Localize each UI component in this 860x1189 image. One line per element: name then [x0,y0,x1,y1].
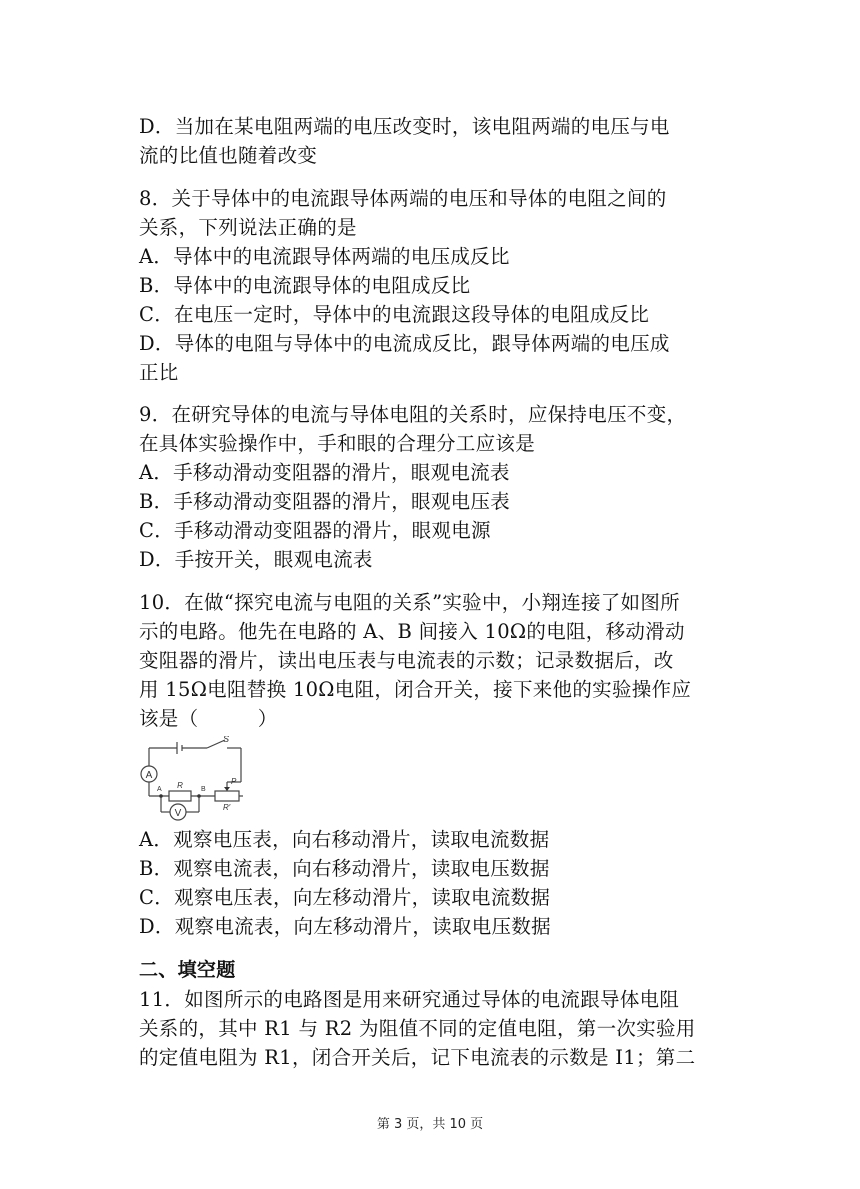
question-7-option-d [139,112,729,170]
option-d: D．观察电流表，向左移动滑片，读取电压数据 [139,915,551,938]
question-9 [139,400,729,574]
point-a-label: A [157,786,162,793]
question-stem: 9．在研究导体的电流与导体电阻的关系时，应保持电压不变， [139,403,687,426]
section-fill-in-blank [139,956,729,1072]
option-c: C．手移动滑动变阻器的滑片，眼观电源 [139,519,491,542]
option-a: A．观察电压表，向右移动滑片，读取电流数据 [139,828,550,851]
text-line: D．当加在某电阻两端的电压改变时，该电阻两端的电压与电 [139,115,670,138]
option-b: B．导体中的电流跟导体的电阻成反比 [139,274,471,297]
question-stem: 该是（ ） [139,707,278,730]
rheostat-label: R′ [223,803,231,812]
question-stem: 8．关于导体中的电流跟导体两端的电压和导体的电阻之间的 [139,187,667,210]
resistor-label: R [177,781,183,790]
question-stem: 用 15Ω电阻替换 10Ω电阻，闭合开关，接下来他的实验操作应 [139,678,692,701]
question-stem: 变阻器的滑片，读出电压表与电流表的示数；记录数据后，改 [139,649,674,672]
option-b: B．手移动滑动变阻器的滑片，眼观电压表 [139,490,511,513]
option-d: 正比 [139,361,179,384]
question-10-options [139,825,729,941]
question-8 [139,184,729,387]
switch-label: S [223,736,230,744]
text-line: 流的比值也随着改变 [139,144,318,167]
page-number: 第 3 页，共 10 页 [376,1117,484,1132]
option-c: C．在电压一定时，导体中的电流跟这段导体的电阻成反比 [139,303,650,326]
option-d: D．导体的电阻与导体中的电流成反比，跟导体两端的电压成 [139,332,670,355]
question-stem: 10．在做“探究电流与电阻的关系”实验中，小翔连接了如图所 [139,591,680,614]
option-b: B．观察电流表，向右移动滑片，读取电压数据 [139,857,550,880]
question-stem: 关系的，其中 R1 与 R2 为阻值不同的定值电阻，第一次实验用 [139,1017,696,1040]
question-stem: 在具体实验操作中，手和眼的合理分工应该是 [139,432,536,455]
option-d: D．手按开关，眼观电流表 [139,548,373,571]
question-stem: 的定值电阻为 R1，闭合开关后，记下电流表的示数是 I1；第二 [139,1046,696,1069]
question-stem: 关系，下列说法正确的是 [139,216,357,239]
circuit-diagram [137,736,253,828]
point-b-label: B [201,786,206,793]
voltmeter-label: V [174,808,182,819]
option-c: C．观察电压表，向左移动滑片，读取电流数据 [139,886,551,909]
slider-label: P [231,777,237,786]
option-a: A．手移动滑动变阻器的滑片，眼观电流表 [139,461,510,484]
option-a: A．导体中的电流跟导体两端的电压成反比 [139,245,510,268]
question-stem: 11．如图所示的电路图是用来研究通过导体的电流跟导体电阻 [139,988,680,1011]
question-stem: 示的电路。他先在电路的 A、B 间接入 10Ω的电阻，移动滑动 [139,620,685,643]
section-heading: 二、填空题 [139,959,236,981]
question-10 [139,588,729,733]
ammeter-label: A [145,770,153,781]
